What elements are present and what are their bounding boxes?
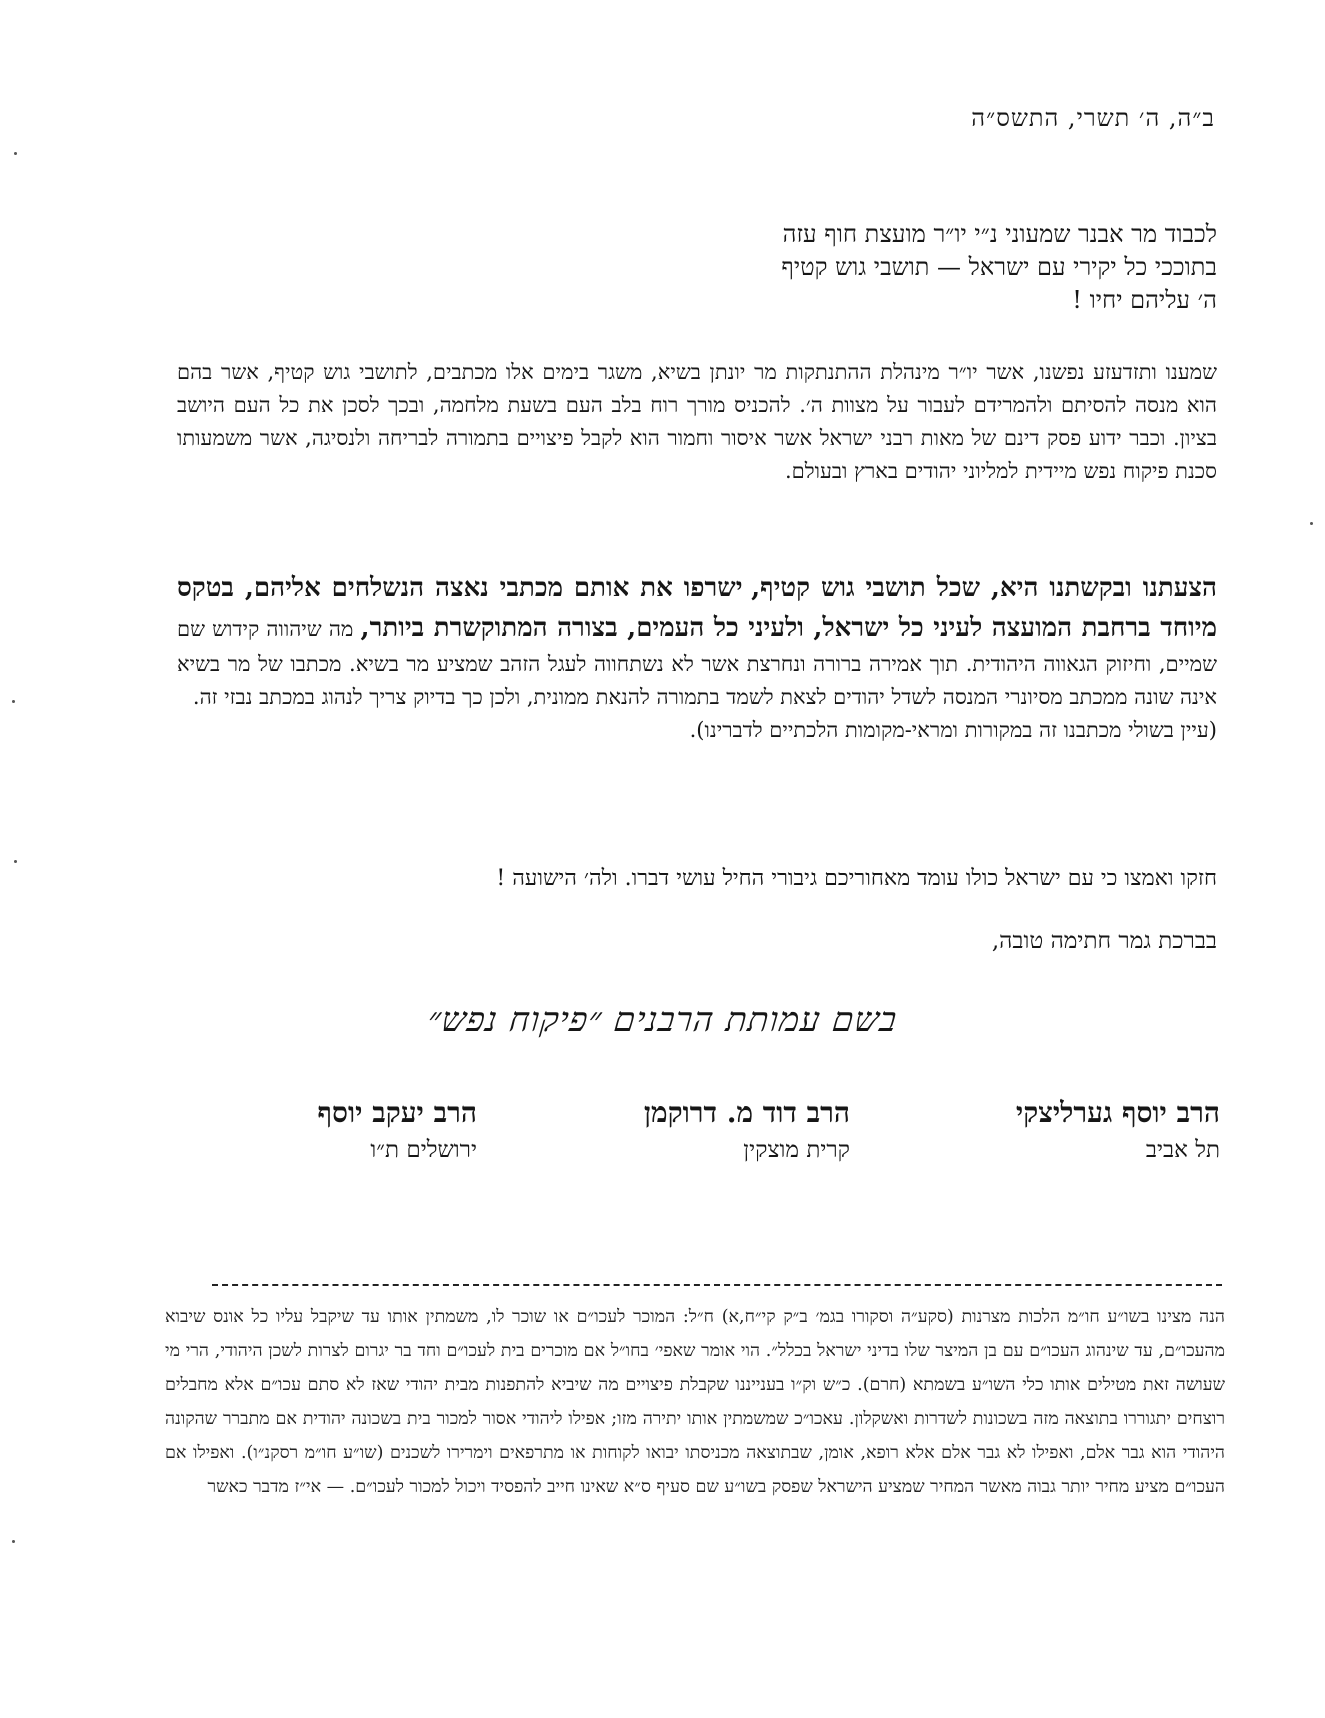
scan-speck — [1310, 522, 1313, 525]
addressee-line: בתוככי כל יקירי עם ישראל — תושבי גוש קטיף — [781, 253, 1217, 281]
paragraph-2-rest: מה שיהווה קידוש שם שמיים, וחיזוק הגאווה היהודית. תוך אמירה ברורה ונחרצת אשר לא נשתחווה לעגל הזהב שמציע מר בשיא. מכתבו של מר בשיא אינה שונה ממכתב מסיונרי המנסה לשדל יהודים לצאת לשמד בתמורה להנאת ממונית, ולכן כך בדיוק צריך לנהוג במכתב נבזי זה. — [177, 617, 1217, 709]
paragraph-2-intro: הצעתנו ובקשתנו היא, שכל תושבי גוש קטיף, — [751, 573, 1217, 603]
signatory-city: ירושלים ת״ו — [370, 1137, 477, 1163]
addressee-line: ה׳ עליהם יחיו ! — [1072, 286, 1217, 314]
scan-speck — [12, 1540, 15, 1543]
addressee-line: לכבוד מר אבנר שמעוני נ״י יו״ר מועצת חוף עזה — [782, 220, 1217, 248]
signatory-name: הרב יעקב יוסף — [317, 1096, 477, 1129]
closing-blessing: בברכת גמר חתימה טובה, — [991, 928, 1217, 954]
paragraph-3: חזקו ואמצו כי עם ישראל כולו עומד מאחוריכם גיבורי החיל עושי דברו. ולה׳ הישועה ! — [496, 866, 1217, 891]
scan-speck — [14, 860, 17, 863]
signatory-name: הרב דוד מ. דרוקמן — [643, 1096, 850, 1129]
paragraph-2 — [177, 568, 1217, 747]
signatory — [1016, 1092, 1220, 1166]
letter-date: ב״ה, ה׳ תשרי, התשס״ה — [971, 104, 1215, 132]
scan-speck — [14, 152, 17, 155]
footnote-text: הנה מצינו בשו״ע חו״מ הלכות מצרנות (סקע״ה וסקורו בגמ׳ ב״ק קי״ח,א) ח״ל: המוכר לעכו״ם או שוכר לו, משמתין אותו עד שיקבל עליו כל אונס שיבוא מהעכו״ם, עד שינהוג העכו״ם עם בן המיצר שלו בדיני ישראל בכלל״. הוי אומר שאפי׳ בחו״ל אם מוכרים בית לעכו״ם וחד בר יגרום לצרות לשכן היהודי, הרי מי שעושה זאת מטילים אותו כלי השו״ע בשמתא (חרם). כ״ש וק״ו בענייננו שקבלת פיצויים מה שיביא להתפנות מבית יהודי שאז לא סתם עכו״ם אלא מחבלים רוצחים יתגוררו בתוצאה מזה בשכונות לשדרות ואשקלון. עאכו״כ שמשמתין אותו יתירה מזו; אפילו ליהודי אסור למכור בית בשכונה יהודית אם מתברר שהקונה היהודי הוא גבר אלם, ואפילו לא גבר אלם אלא רופא, אומן, שבתוצאה מכניסתו יבואו לקוחות או מתרפאים וימרירו לשכנים (שו״ע חו״מ רסקנ״ו). ואפילו אם העכו״ם מציע מחיר יותר גבוה מאשר המחיר שמציע הישראל שפסק בשו״ע שם סעיף ס״א שאינו חייב להפסיד ויכול למכור לעכו״ם. — אי״ז מדבר כאשר — [165, 1307, 1225, 1497]
paragraph-2-note: (עיין בשולי מכתבנו זה במקורות ומראי-מקומות הלכתיים לדברינו). — [689, 718, 1217, 742]
signed-by-organization: בשם עמותת הרבנים ״פיקוח נפש״ — [425, 1000, 900, 1040]
scan-speck — [12, 700, 15, 703]
addressee-block — [657, 218, 1217, 317]
signatory-name: הרב יוסף גערליצקי — [1015, 1096, 1220, 1129]
signatory-city: קרית מוצקין — [743, 1137, 850, 1163]
signatory — [644, 1092, 850, 1166]
signatory — [318, 1092, 477, 1166]
paragraph-1: שמענו ותזדעזע נפשנו, אשר יו״ר מינהלת ההתנתקות מר יונתן בשיא, משגר בימים אלו מכתבים, לתושבי גוש קטיף, אשר בהם הוא מנסה להסיתם ולהמרידם לעבור על מצוות ה׳. להכניס מורך רוח בלב העם בשעת מלחמה, ובכך לסכן את כל העם היושב בציון. וכבר ידוע פסק דינם של מאות רבני ישראל אשר איסור וחמור הוא לקבל פיצויים בתמורה לבריחה ולנסיגה, אשר משמעותו סכנת פיקוח נפש מיידית למליוני יהודים בארץ ובעולם. — [177, 360, 1217, 483]
paragraph-2-emphasis: ישרפו את אותם מכתבי נאצה הנשלחים אליהם, בטקס מיוחד ברחבת המועצה לעיני כל ישראל, ולעיני כל העמים, בצורה המתוקשרת ביותר, — [177, 573, 1218, 643]
footnote-divider — [212, 1284, 1222, 1286]
signatory-city: תל אביב — [1145, 1137, 1220, 1163]
